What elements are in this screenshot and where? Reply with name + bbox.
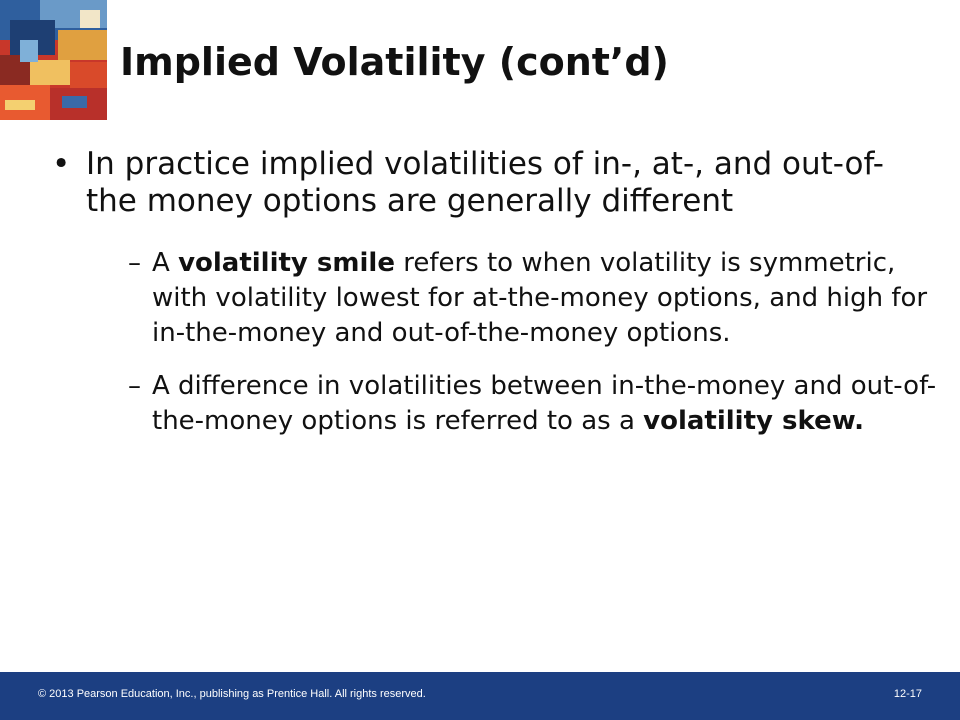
footer-bar	[0, 672, 960, 720]
bullet-item	[52, 146, 932, 220]
sub-bullet-prefix: A difference in volatilities between in-the-money and out-of-the-money options is referred to as a	[152, 371, 937, 436]
corner-painting-image	[0, 0, 107, 120]
copyright-notice: © 2013 Pearson Education, Inc., publishing as Prentice Hall. All rights reserved.	[38, 688, 426, 700]
sub-bullet-item	[128, 369, 942, 439]
sub-bullet-prefix: A	[152, 248, 179, 278]
sub-bullet-emphasis: volatility skew.	[643, 406, 864, 436]
bullet-dot-icon: •	[52, 146, 71, 182]
bullet-text: In practice implied volatilities of in-, at-, and out-of-the money options are generally different	[86, 146, 884, 219]
abstract-painting-graphic	[0, 0, 107, 120]
sub-bullet-item	[128, 246, 942, 351]
sub-bullet-text	[152, 371, 936, 436]
dash-icon: –	[128, 371, 141, 401]
slide-body	[52, 146, 937, 439]
sub-bullet-emphasis: volatility smile	[178, 248, 395, 278]
dash-icon: –	[128, 248, 141, 278]
sub-bullet-text	[152, 248, 927, 348]
sub-bullet-suffix: refers to when volatility is symmetric, with volatility lowest for at-the-money options, and high for in-the-money and out-of-the-money options.	[152, 248, 928, 348]
slide-title: Implied Volatility (cont’d)	[120, 40, 669, 84]
page-number: 12-17	[893, 688, 922, 700]
